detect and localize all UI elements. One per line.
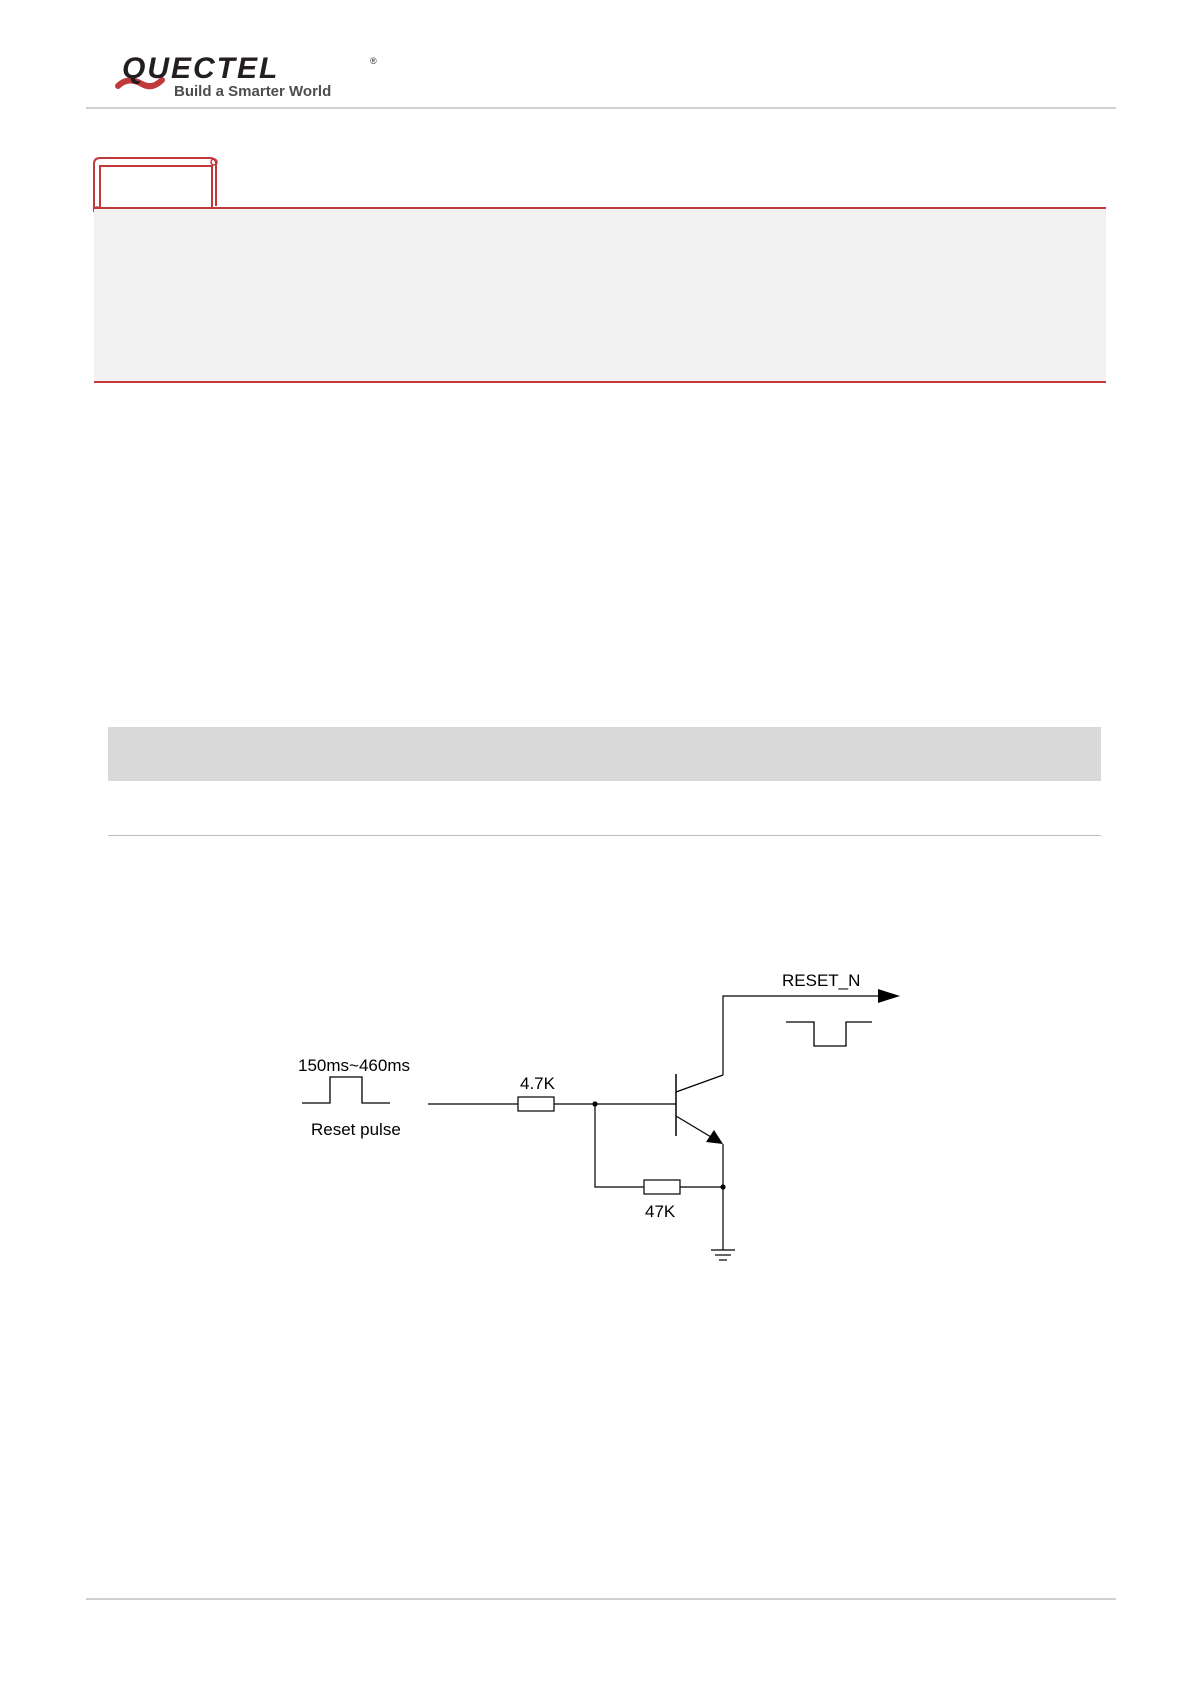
logo-registered-mark: ® (370, 56, 377, 66)
logo-wordmark: QUECTEL (122, 52, 280, 85)
ground-icon (711, 1250, 735, 1260)
reset-circuit-diagram (280, 960, 940, 1280)
table-row (108, 781, 1101, 836)
note-box (94, 207, 1106, 383)
resistor-4-7k-label: 4.7K (520, 1074, 555, 1093)
output-waveform (786, 1022, 872, 1046)
reset-pulse-waveform (302, 1077, 390, 1103)
footer-divider (86, 1598, 1116, 1600)
transistor-collector (676, 1075, 723, 1092)
logo-tagline: Build a Smarter World (174, 83, 332, 100)
pulse-width-label: 150ms~460ms (298, 1056, 410, 1075)
emitter-arrow (706, 1130, 723, 1144)
reset-pulse-label: Reset pulse (311, 1120, 401, 1139)
quectel-logo (112, 50, 382, 100)
reset-n-label: RESET_N (782, 971, 861, 990)
table-header-row (108, 727, 1101, 781)
table (108, 727, 1101, 837)
note-scroll-icon (90, 156, 220, 214)
pulldown-wire-left (595, 1104, 644, 1187)
resistor-47k (644, 1180, 680, 1194)
output-arrow (878, 989, 900, 1003)
collector-wire (723, 996, 878, 1075)
resistor-4-7k (518, 1097, 554, 1111)
resistor-47k-label: 47K (645, 1202, 676, 1221)
header-divider (86, 107, 1116, 109)
